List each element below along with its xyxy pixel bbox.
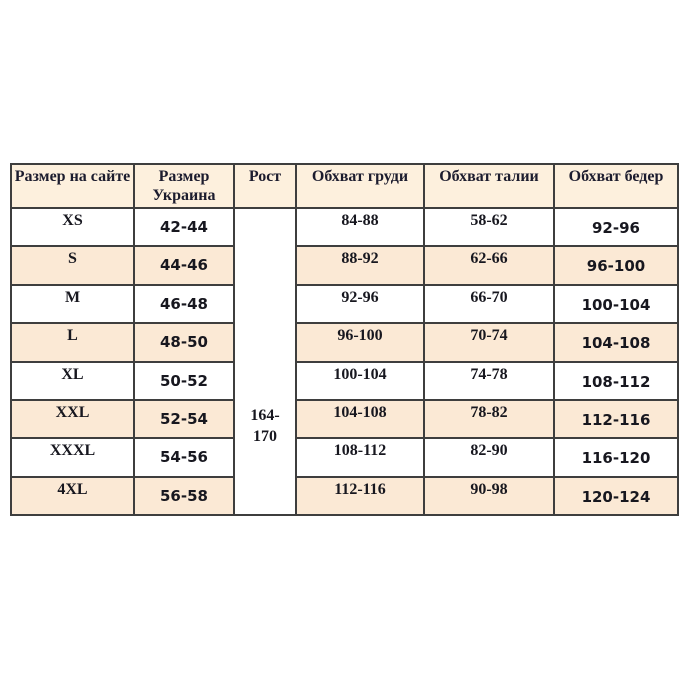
cell-chest: 88-92 (296, 246, 424, 284)
cell-size-site: XL (11, 362, 134, 400)
cell-chest: 108-112 (296, 438, 424, 476)
size-chart-table (10, 163, 679, 516)
header-cell-hips: Обхват бедер (554, 164, 678, 208)
table-row-xxxl (11, 438, 678, 476)
cell-waist: 90-98 (424, 477, 554, 515)
header-cell-chest: Обхват груди (296, 164, 424, 208)
cell-chest: 96-100 (296, 323, 424, 361)
cell-hips: 120-124 (554, 477, 678, 515)
table-row-xl (11, 362, 678, 400)
table-row-xxl (11, 400, 678, 438)
cell-size-ukraine: 52-54 (134, 400, 234, 438)
cell-size-ukraine: 46-48 (134, 285, 234, 323)
cell-size-site: M (11, 285, 134, 323)
height-value: 164-170 (250, 407, 280, 445)
header-cell-waist: Обхват талии (424, 164, 554, 208)
cell-size-site: XXL (11, 400, 134, 438)
table-header-row (11, 164, 678, 208)
cell-waist: 74-78 (424, 362, 554, 400)
header-cell-size-site: Размер на сайте (11, 164, 134, 208)
cell-chest: 92-96 (296, 285, 424, 323)
table-row-l (11, 323, 678, 361)
cell-size-ukraine: 48-50 (134, 323, 234, 361)
cell-chest: 104-108 (296, 400, 424, 438)
size-chart-wrapper (10, 163, 679, 516)
cell-hips: 108-112 (554, 362, 678, 400)
cell-waist: 82-90 (424, 438, 554, 476)
table-row-m (11, 285, 678, 323)
cell-hips: 92-96 (554, 208, 678, 246)
cell-size-ukraine: 44-46 (134, 246, 234, 284)
cell-size-site: 4XL (11, 477, 134, 515)
cell-hips: 104-108 (554, 323, 678, 361)
cell-waist: 62-66 (424, 246, 554, 284)
cell-chest: 84-88 (296, 208, 424, 246)
cell-hips: 116-120 (554, 438, 678, 476)
cell-size-ukraine: 56-58 (134, 477, 234, 515)
cell-hips: 96-100 (554, 246, 678, 284)
cell-waist: 70-74 (424, 323, 554, 361)
cell-hips: 100-104 (554, 285, 678, 323)
cell-size-site: XS (11, 208, 134, 246)
cell-size-site: XXXL (11, 438, 134, 476)
table-row-s (11, 246, 678, 284)
cell-size-site: L (11, 323, 134, 361)
cell-size-site: S (11, 246, 134, 284)
cell-waist: 78-82 (424, 400, 554, 438)
cell-chest: 112-116 (296, 477, 424, 515)
header-cell-size-ukraine: Размер Украина (134, 164, 234, 208)
table-row-4xl (11, 477, 678, 515)
cell-waist: 58-62 (424, 208, 554, 246)
table-row-xs (11, 208, 678, 246)
cell-hips: 112-116 (554, 400, 678, 438)
header-cell-height: Рост (234, 164, 296, 208)
cell-height-merged (234, 208, 296, 515)
cell-size-ukraine: 50-52 (134, 362, 234, 400)
cell-size-ukraine: 54-56 (134, 438, 234, 476)
cell-waist: 66-70 (424, 285, 554, 323)
cell-size-ukraine: 42-44 (134, 208, 234, 246)
cell-chest: 100-104 (296, 362, 424, 400)
